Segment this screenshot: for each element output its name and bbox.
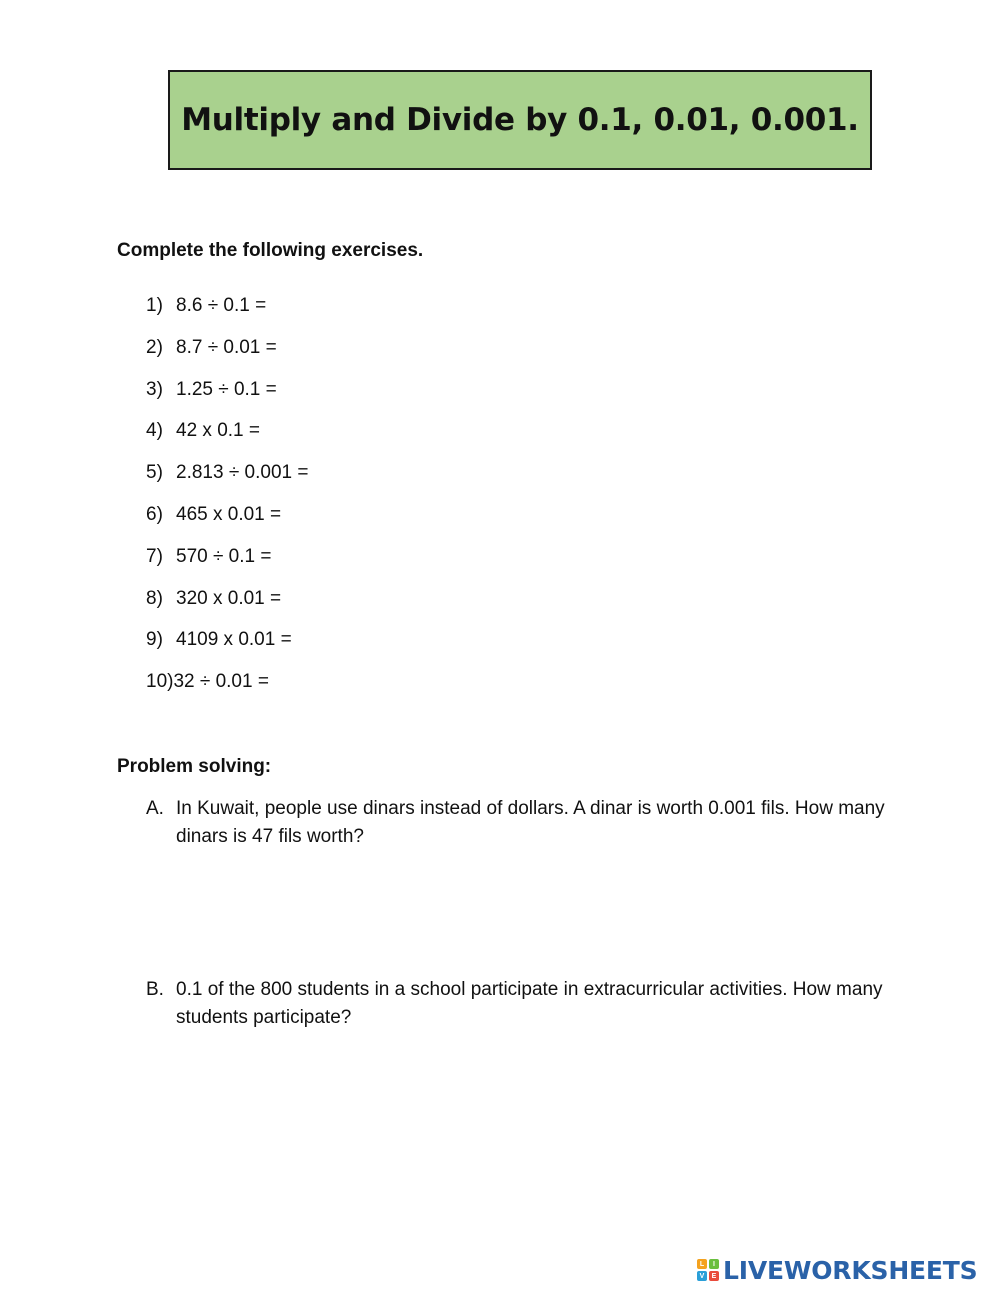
problem-item [146,976,886,1032]
exercise-item [146,670,308,712]
exercise-expression: 32 ÷ 0.01 = [173,671,269,693]
logo-block: L [697,1259,707,1269]
title-box [168,70,872,170]
exercise-number: 5) [146,462,163,484]
exercise-number: 2) [146,336,163,358]
problem-item [146,795,886,851]
exercise-item [146,587,308,629]
exercise-number: 9) [146,629,163,651]
exercise-expression: 8.7 ÷ 0.01 = [176,336,277,358]
exercise-item [146,628,308,670]
logo-block: V [697,1271,707,1281]
liveworksheets-logo [697,1253,977,1287]
exercise-item [146,294,308,336]
exercise-expression: 42 x 0.1 = [176,420,260,442]
exercise-number: 1) [146,295,163,316]
page-title: Multiply and Divide by 0.1, 0.01, 0.001. [181,102,859,138]
exercise-number: 10) [146,671,174,693]
exercise-expression: 1.25 ÷ 0.1 = [176,378,277,400]
exercise-number: 7) [146,545,163,567]
exercise-number: 3) [146,378,163,400]
exercise-number: 6) [146,503,163,525]
exercise-item [146,378,308,420]
exercise-expression: 465 x 0.01 = [176,503,282,525]
problem-letter: A. [146,798,164,819]
logo-text: LIVEWORKSHEETS [723,1255,978,1285]
logo-block: E [709,1271,719,1281]
exercises-heading: Complete the following exercises. [117,240,424,261]
problem-text: In Kuwait, people use dinars instead of dollars. A dinar is worth 0.001 fils. How many dinars is 47 fils worth? [176,798,885,847]
exercise-number: 4) [146,420,163,442]
problem-letter: B. [146,979,164,1000]
exercise-expression: 4109 x 0.01 = [176,629,292,651]
problems-heading: Problem solving: [117,756,272,777]
exercise-item [146,461,308,503]
exercise-number: 8) [146,587,163,609]
logo-blocks-icon [697,1259,719,1281]
exercise-expression: 320 x 0.01 = [176,587,282,609]
exercise-item [146,545,308,587]
exercise-expression: 8.6 ÷ 0.1 = [176,295,267,316]
exercise-expression: 570 ÷ 0.1 = [176,545,272,567]
logo-block: I [709,1259,719,1269]
problem-text: 0.1 of the 800 students in a school participate in extracurricular activities. How many students participate? [176,979,883,1028]
exercise-item [146,419,308,461]
exercise-item [146,336,308,378]
exercise-list [146,294,308,712]
exercise-item [146,503,308,545]
exercise-expression: 2.813 ÷ 0.001 = [176,462,309,484]
